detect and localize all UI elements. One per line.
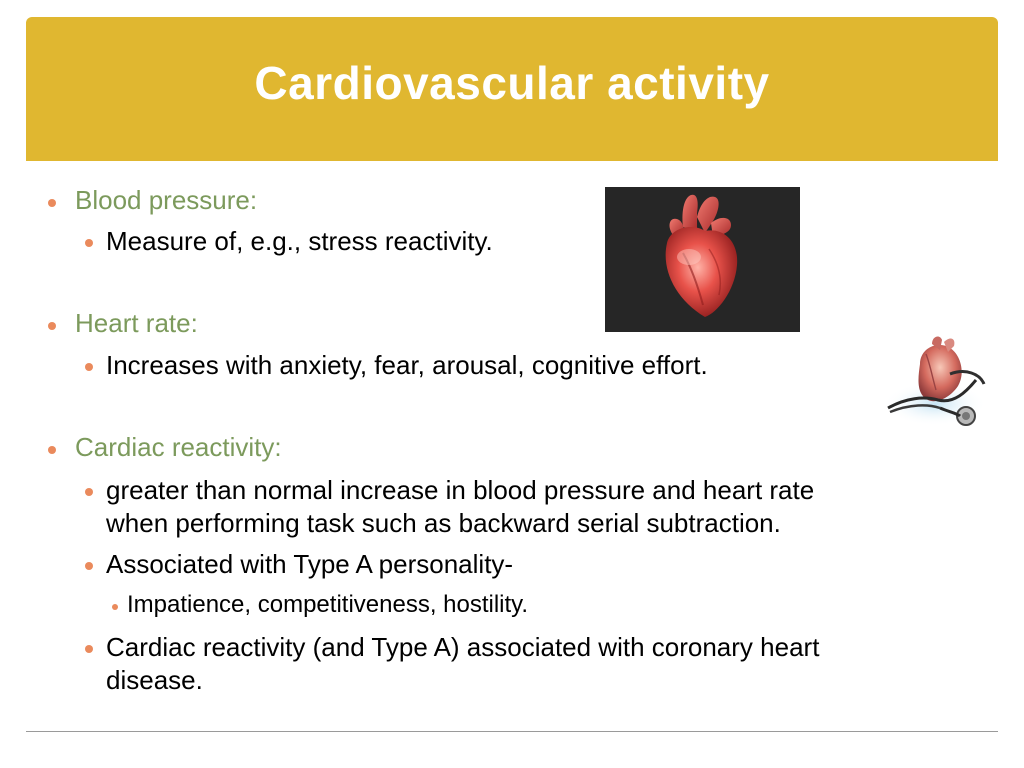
heart-stethoscope-image bbox=[880, 334, 990, 432]
bullet-type-a-personality: Associated with Type A personality- bbox=[106, 549, 514, 579]
bullet-icon bbox=[48, 199, 56, 207]
bullet-greater-increase-line2: when performing task such as backward serial subtraction. bbox=[106, 508, 781, 538]
section-heading-heart-rate: Heart rate: bbox=[75, 308, 198, 338]
bullet-measure-stress: Measure of, e.g., stress reactivity. bbox=[106, 226, 493, 256]
bullet-icon bbox=[48, 322, 56, 330]
bullet-coronary-line1: Cardiac reactivity (and Type A) associated with coronary heart bbox=[106, 632, 820, 662]
section-heading-cardiac-reactivity: Cardiac reactivity: bbox=[75, 432, 282, 462]
sub-bullet-impatience: Impatience, competitiveness, hostility. bbox=[127, 591, 529, 618]
heart-icon bbox=[605, 187, 800, 332]
bullet-icon bbox=[85, 562, 93, 570]
sub-bullet-icon bbox=[112, 604, 118, 610]
bullet-icon bbox=[85, 488, 93, 496]
bullet-icon bbox=[85, 363, 93, 371]
slide-title: Cardiovascular activity bbox=[254, 57, 770, 109]
section-heading-blood-pressure: Blood pressure: bbox=[75, 185, 258, 215]
heart-illustration-image bbox=[605, 187, 800, 332]
bullet-icon bbox=[48, 446, 56, 454]
bullet-coronary-line2: disease. bbox=[106, 665, 203, 695]
stethoscope-icon bbox=[880, 334, 990, 432]
bullet-icon bbox=[85, 239, 93, 247]
bottom-divider bbox=[26, 731, 998, 732]
bullet-greater-increase-line1: greater than normal increase in blood pressure and heart rate bbox=[106, 475, 815, 505]
bullet-icon bbox=[85, 645, 93, 653]
bullet-heart-rate-increases: Increases with anxiety, fear, arousal, cognitive effort. bbox=[106, 350, 708, 380]
